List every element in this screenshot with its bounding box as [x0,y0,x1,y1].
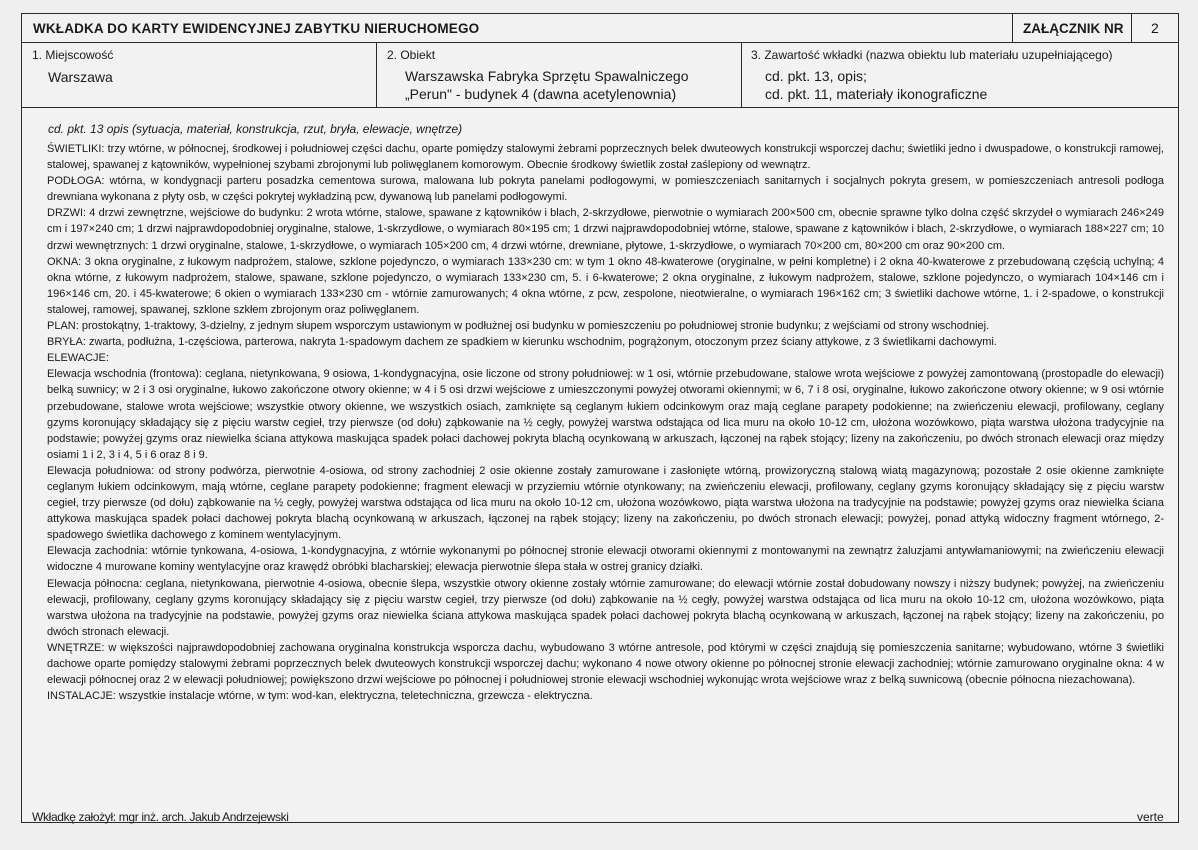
field-object-line-1: Warszawska Fabryka Sprzętu Spawalniczego [405,68,689,84]
field-object-value [405,67,689,103]
field-contents-line-2: cd. pkt. 11, materiały ikonograficzne [765,86,988,102]
paragraph-okna: OKNA: 3 okna oryginalne, z łukowym nadprożem, stalowe, szklone pojedynczo, o wymiarach 133×230 cm: w tym 1 okno 48-kwaterowe (oryginalne, w pełni kompletne) i 2 okna 40-kwaterowe z przebudowaną częścią uchylną; 4 okna wtórne, z łukowym nadprożem, stalowe, spawane, szklone pojedynczo, o wymiarach 133×230 cm, 5. i 6-kwaterowe; 2 okna oryginalne, z łukowym nadprożem, stalowe, szklone pojedynczo, o wymiarach 104×146 cm i 196×146 cm, 20. i 45-kwaterowe; 6 okien o wymiarach 133×230 cm - wtórnie zamurowanych; 4 okna wtórne, z pcw, zespolone, nieotwieralne, o wymiarach 196×162 cm; 3 świetliki dachowe wtórne, 1. i 2-spadowe, o konstrukcji stalowej, ramowej, spawanej, szklone szkłem zbrojonym oraz poliwęglanem. [47,255,1164,316]
paragraph-swietliki: ŚWIETLIKI: trzy wtórne, w północnej, środkowej i południowej części dachu, oparte pomiędzy stalowymi żebrami poprzecznych belek dwuteowych konstrukcji wsporczej dachu; świetliki jedno i dwuspadowe, o konstrukcji ramowej, stalowej, spawanej z kątowników, wypełnionej szybami zbrojonymi lub poliwęglanem komorowym. Obecnie środkowy świetlik został zaślepiony od wewnątrz. [47,143,1164,172]
paragraph-podloga: PODŁOGA: wtórna, w kondygnacji parteru posadzka cementowa surowa, malowana lub pokryta panelami podłogowymi, w pomieszczeniach sanitarnych i socjalnych pokryta gresem, w pomieszczeniach antresoli podłoga drewniana wykonana z płyty osb, w części pokrytej wykładziną pcw, dywanową lub panelami podłogowymi. [47,175,1164,204]
form-frame [21,13,1179,823]
paragraph-elewacja-zachodnia: Elewacja zachodnia: wtórnie tynkowana, 4-osiowa, 1-kondygnacyjna, z wtórnie wykonanymi po północnej stronie elewacji otworami okiennymi z montowanymi na zewnątrz żaluzjami antywłamaniowymi; na zwieńczeniu elewacji widoczne 4 murowane kominy wentylacyjne oraz krawędź obróbki blacharskiej; elewacja pierwotnie ślepa stała w ostrej granicy działki. [47,545,1164,574]
paragraph-elewacje: ELEWACJE: [47,352,109,365]
section-intro: cd. pkt. 13 opis (sytuacja, materiał, konstrukcja, rzut, bryła, elewacje, wnętrze) [48,122,463,136]
field-object [376,43,741,107]
paragraph-elewacja-polnocna: Elewacja północna: ceglana, nietynkowana, pierwotnie 4-osiowa, obecnie ślepa, wszystkie otwory okienne zostały wtórnie zamurowane; do elewacji wtórnie został dobudowany nowszy i niższy budynek; powyżej, na zwieńczeniu elewacji, profilowany, ceglany gzyms koronujący składający się z pięciu warstw cegieł, trzy pierwsze (od dołu) ząbkowanie na ½ cegły, powyżej warstwa odstająca od lica muru na około 10-12 cm, ułożona wozówkowo, piąta warstwa ułożona na tradycyjnie na podstawie, powyżej gzyms oraz niewielka ściana attykowa maskująca spadek połaci dachowej pokryta blachą ocynkowaną w arkuszach, łączonej na rąbek stojący; lizeny na zakończeniu, po dwóch stronach elewacji. [47,577,1164,638]
header-row [22,14,1178,43]
field-locality [22,43,376,107]
field-object-label: 2. Obiekt [387,48,436,62]
field-object-line-2: „Perun" - budynek 4 (dawna acetylenownia) [405,86,677,102]
paragraph-bryla: BRYŁA: zwarta, podłużna, 1-częściowa, parterowa, nakryta 1-spadowym dachem ze spadkiem w kierunku wschodnim, pogrążonym, otoczonym przez ściany attykowe, z 3 świetlikami dachowymi. [47,336,997,349]
field-contents-value [765,67,987,103]
attachment-label: ZAŁĄCZNIK NR [1023,21,1124,36]
field-contents-line-1: cd. pkt. 13, opis; [765,68,867,84]
field-locality-label: 1. Miejscowość [32,48,114,62]
field-locality-value: Warszawa [48,69,113,85]
paragraph-elewacja-poludniowa: Elewacja południowa: od strony podwórza, pierwotnie 4-osiowa, od strony zachodniej 2 osie okienne zostały zamurowane i zasłonięte wtórną, prowizoryczną stalową wiatą magazynową; pozostałe 2 osie okienne zamknięte ceglanym łukiem odcinkowym, mają wtórne, ceglane parapety podokienne; fragment elewacji w przyziemiu wtórnie otynkowany; na zwieńczeniu elewacji, profilowany, ceglany gzyms koronujący składający się z pięciu warstw cegieł, trzy pierwsze (od dołu) ząbkowanie na ½ cegły, powyżej warstwa odstająca od lica muru na około 10-12 cm, ułożona wozówkowo, piąta warstwa ułożona na tradycyjnie na podstawie; powyżej gzyms oraz niewielka ściana attykowa maskująca spadek połaci dachowej pokryta blachą ocynkowaną w arkuszach, łączonej na rąbek stojący; lizeny na zakończeniu, po dwóch stronach elewacji; powyżej, ponad attyką widoczny fragment wtórnego, 2-spadowego świetlika dachowego z kominem wentylacyjnym. [47,464,1164,542]
attachment-cell [1012,14,1132,42]
paragraph-elewacja-wschodnia: Elewacja wschodnia (frontowa): ceglana, nietynkowana, 9 osiowa, 1-kondygnacyjna, osie liczone od strony południowej: w 1 osi, wtórnie przebudowane, stalowe wrota wejściowe z powyżej zamontowaną (prostopadle do elewacji) belką suwnicy; w 2 i 3 osi oryginalne, łukowo zakończone otwory okienne; w 4 i 5 osi drzwi wejściowe z umieszczonymi powyżej otworami okiennymi; w 6, 7 i 8 osi, oryginalne, łukowo zakończone otwory okienne; w 9 osi wtórnie przebudowane, stalowe wrota wejściowe; wszystkie otwory okienne, we wszystkich osiach, zamknięte są ceglanym łukiem odcinkowym oraz mają ceglane parapety podokienne; na zwieńczeniu elewacji, profilowany, ceglany gzyms koronujący składający się z pięciu warstw cegieł, trzy pierwsze (od dołu) ząbkowanie na ½ cegły, powyżej warstwa odstająca od lica muru na około 10-12 cm, ułożona wozówkowo, piąta warstwa ułożona tradycyjnie na podstawie; powyżej gzyms oraz niewielka ściana attykowa maskująca spadek połaci dachowej pokryta blachą ocynkowaną w arkuszach, łączonej na rąbek stojący; lizeny na zakończeniu, po dwóch stronach elewacji oraz między osiami 1 i 2, 3 i 4, 5 i 6 oraz 8 i 9. [47,368,1164,461]
paragraph-drzwi: DRZWI: 4 drzwi zewnętrzne, wejściowe do budynku: 2 wrota wtórne, stalowe, spawane z kątowników i blach, 2-skrzydłowe, pierwotnie o wymiarach 200×500 cm, obecnie sprawne tylko dolna część skrzydeł o wymiarach 246×249 cm i 197×240 cm; 1 drzwi najprawdopodobniej oryginalne, stalowe, 1-skrzydłowe, o wymiarach 80×195 cm; 1 drzwi najprawdopodobniej wtórne, stalowe, spawane z kątowników i blach, 2-skrzydłowe, o wymiarach 188×227 cm; 10 drzwi wewnętrznych: 1 drzwi oryginalne, stalowe, 1-skrzydłowe, o wymiarach 105×200 cm, 4 drzwi wtórne, drewniane, płytowe, 1-skrzydłowe, o wymiarach 70×200 cm, 80×200 cm oraz 90×200 cm. [47,207,1164,252]
paragraph-wnetrze: WNĘTRZE: w większości najprawdopodobniej zachowana oryginalna konstrukcja wsporcza dachu, wybudowano 3 wtórne antresole, pod którymi w części znajdują się pomieszczenia sanitarne; wybudowano, wtórne 3 świetliki dachowe oparte pomiędzy stalowymi żebrami poprzecznych belek dwuteowych konstrukcji wsporczej dachu; wykonano 4 nowe otwory okienne po północnej stronie elewacji zachodniej; wtórnie zamurowano oryginalne okna: 4 w elewacji północnej oraz 2 w elewacji południowej; powiększono drzwi wejściowe po północnej i południowej stronie elewacji wschodniej wykonując wrota wejściowe wraz z belką suwnicową (obecnie północna niezachowana). [47,641,1164,687]
fields-row [22,43,1178,108]
description-body [47,141,1164,704]
paragraph-instalacje: INSTALACJE: wszystkie instalacje wtórne, w tym: wod-kan, elektryczna, teletechniczna, grzewcza - elektryczna. [47,690,593,703]
field-contents [741,43,1178,107]
paragraph-plan: PLAN: prostokątny, 1-traktowy, 3-dzielny, z jednym słupem wsporczym ustawionym w podłużnej osi budynku w pomieszczeniu po południowej stronie budynku; z wejściami od strony wschodniej. [47,320,990,333]
author-footer: Wkładkę założył: mgr inż. arch. Jakub Andrzejewski [32,810,289,824]
field-contents-label: 3. Zawartość wkładki (nazwa obiektu lub materiału uzupełniającego) [751,48,1113,62]
form-title: WKŁADKA DO KARTY EWIDENCYJNEJ ZABYTKU NIERUCHOMEGO [33,21,480,36]
verte-label: verte [1137,810,1164,824]
attachment-number: 2 [1151,20,1159,36]
